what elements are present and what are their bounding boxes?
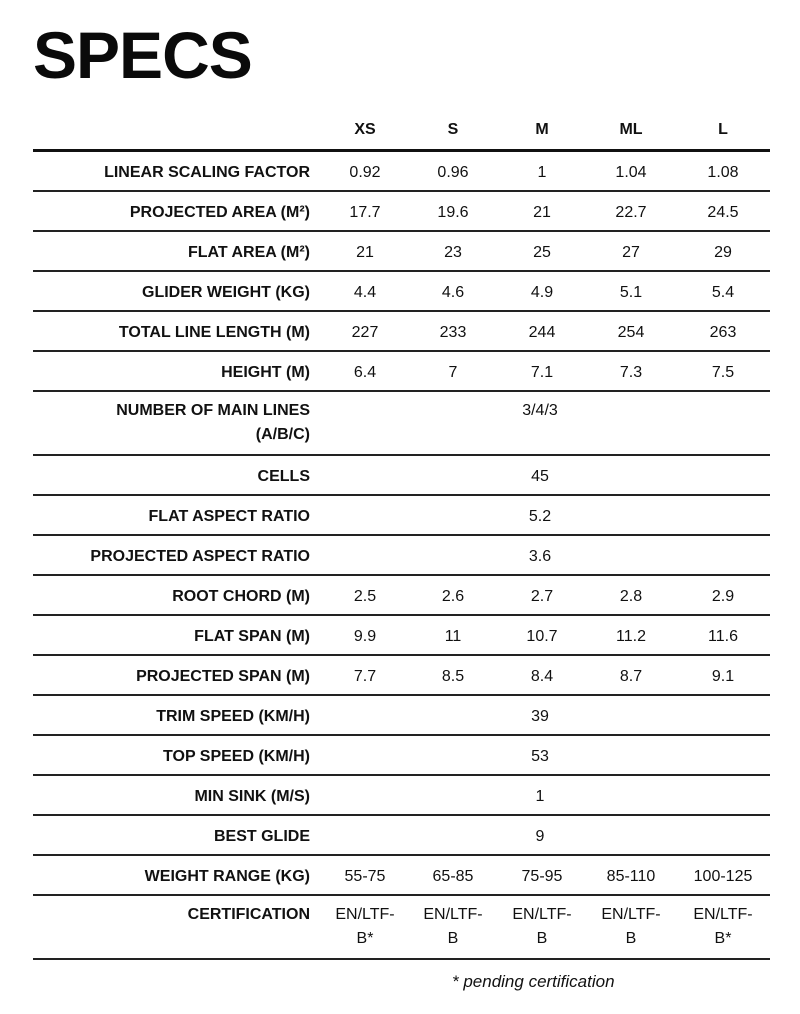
table-row — [33, 152, 770, 192]
cell: 2.6 — [441, 588, 465, 605]
cell — [677, 903, 769, 951]
cell-spanning: 5.2 — [528, 508, 552, 525]
table-row — [33, 696, 770, 736]
cell: 55-75 — [344, 868, 386, 885]
column-header-m: M — [535, 120, 549, 138]
cell: 27 — [622, 244, 640, 261]
cell: 11.2 — [616, 628, 646, 645]
row-label: GLIDER WEIGHT (KG) — [142, 284, 310, 301]
cell: 7 — [448, 364, 458, 381]
cell: 25 — [533, 244, 551, 261]
row-label: HEIGHT (M) — [221, 364, 310, 381]
cell-spanning: 1 — [535, 788, 545, 805]
cell-line2: B — [447, 930, 459, 947]
cell: 22.7 — [615, 204, 647, 221]
cell: 1 — [537, 164, 547, 181]
cell: 244 — [528, 324, 556, 341]
row-label: FLAT AREA (M²) — [187, 244, 310, 261]
row-label: TRIM SPEED (KM/H) — [156, 708, 310, 725]
cell-line1: EN/LTF- — [335, 906, 395, 923]
row-label: TOTAL LINE LENGTH (M) — [118, 324, 310, 341]
table-row — [33, 656, 770, 696]
row-label: WEIGHT RANGE (KG) — [144, 868, 310, 885]
cell-spanning: 53 — [531, 748, 549, 765]
table-row — [33, 736, 770, 776]
row-label: FLAT SPAN (M) — [194, 628, 310, 645]
cell: 0.92 — [349, 164, 381, 181]
cell: 11.6 — [708, 628, 738, 645]
table-row — [33, 192, 770, 232]
cell: 17.7 — [349, 204, 381, 221]
cell: 7.7 — [353, 668, 377, 685]
cell-line1: EN/LTF- — [693, 906, 753, 923]
cell-line1: EN/LTF- — [423, 906, 483, 923]
cell: 21 — [533, 204, 551, 221]
cell: 6.4 — [353, 364, 377, 381]
table-row — [33, 312, 770, 352]
cell: 5.4 — [711, 284, 735, 301]
table-row — [33, 536, 770, 576]
cell: 2.8 — [619, 588, 643, 605]
row-label: PROJECTED AREA (M²) — [129, 204, 310, 221]
cell: 1.08 — [707, 164, 739, 181]
row-label: TOP SPEED (KM/H) — [163, 748, 310, 765]
row-label: FLAT ASPECT RATIO — [148, 508, 310, 525]
table-row — [33, 896, 770, 960]
table-row — [33, 272, 770, 312]
cell: 0.96 — [437, 164, 469, 181]
table-row — [33, 816, 770, 856]
specs-table — [33, 110, 770, 960]
cell: 19.6 — [437, 204, 469, 221]
cell: 2.7 — [530, 588, 554, 605]
cell: 2.5 — [353, 588, 377, 605]
cell-spanning: 45 — [531, 468, 549, 485]
table-row — [33, 856, 770, 896]
cell: 10.7 — [526, 628, 558, 645]
cell — [585, 903, 677, 951]
cell: 4.9 — [530, 284, 554, 301]
table-row — [33, 576, 770, 616]
column-header-l: L — [718, 120, 728, 138]
table-row — [33, 496, 770, 536]
cell: 23 — [444, 244, 462, 261]
cell-line2: B — [536, 930, 548, 947]
cell: 65-85 — [432, 868, 474, 885]
table-row — [33, 456, 770, 496]
table-header-row — [33, 110, 770, 152]
row-label: LINEAR SCALING FACTOR — [104, 164, 310, 181]
cell: 9.1 — [711, 668, 735, 685]
table-row — [33, 352, 770, 392]
cell: 9.9 — [353, 628, 377, 645]
row-label — [33, 399, 310, 447]
row-label-line2: (A/B/C) — [255, 426, 310, 443]
cell-line2: B* — [356, 930, 374, 947]
cell: 227 — [351, 324, 379, 341]
cell-spanning: 3.6 — [528, 548, 552, 565]
column-header-ml: ML — [619, 120, 643, 138]
column-header-xs: XS — [354, 120, 376, 138]
cell — [323, 903, 407, 951]
column-header-s: S — [447, 120, 459, 138]
cell: 100-125 — [693, 868, 753, 885]
cell: 8.7 — [619, 668, 643, 685]
row-label: MIN SINK (M/S) — [194, 788, 310, 805]
row-label: PROJECTED SPAN (M) — [136, 668, 310, 685]
cell: 4.6 — [441, 284, 465, 301]
cell: 1.04 — [615, 164, 647, 181]
row-label-line1: NUMBER OF MAIN LINES — [116, 402, 310, 419]
cell: 5.1 — [619, 284, 643, 301]
cell: 8.5 — [441, 668, 465, 685]
cell-line2: B — [625, 930, 637, 947]
cell: 263 — [709, 324, 737, 341]
cell: 21 — [356, 244, 374, 261]
row-label: PROJECTED ASPECT RATIO — [90, 548, 310, 565]
cell: 11 — [444, 628, 462, 645]
row-label: BEST GLIDE — [213, 828, 310, 845]
cell: 254 — [617, 324, 645, 341]
table-row — [33, 616, 770, 656]
table-row — [33, 776, 770, 816]
cell — [499, 903, 585, 951]
cell — [407, 903, 499, 951]
cell: 29 — [714, 244, 732, 261]
cell: 7.3 — [619, 364, 643, 381]
cell-line1: EN/LTF- — [601, 906, 661, 923]
cell: 85-110 — [606, 868, 656, 885]
page-title: SPECS — [33, 18, 252, 92]
cell: 2.9 — [711, 588, 735, 605]
cell-spanning: 3/4/3 — [522, 402, 558, 419]
cell: 4.4 — [353, 284, 377, 301]
row-label: CERTIFICATION — [187, 906, 310, 923]
table-row — [33, 232, 770, 272]
cell: 75-95 — [521, 868, 563, 885]
cell: 8.4 — [530, 668, 554, 685]
footnote: * pending certification — [452, 972, 615, 991]
cell: 233 — [439, 324, 467, 341]
cell: 24.5 — [707, 204, 739, 221]
row-label: CELLS — [257, 468, 310, 485]
cell-line2: B* — [714, 930, 732, 947]
cell-line1: EN/LTF- — [512, 906, 572, 923]
row-label: ROOT CHORD (M) — [172, 588, 310, 605]
cell-spanning: 9 — [535, 828, 545, 845]
cell: 7.5 — [711, 364, 735, 381]
table-row — [33, 392, 770, 456]
cell: 7.1 — [530, 364, 554, 381]
cell-spanning: 39 — [531, 708, 549, 725]
